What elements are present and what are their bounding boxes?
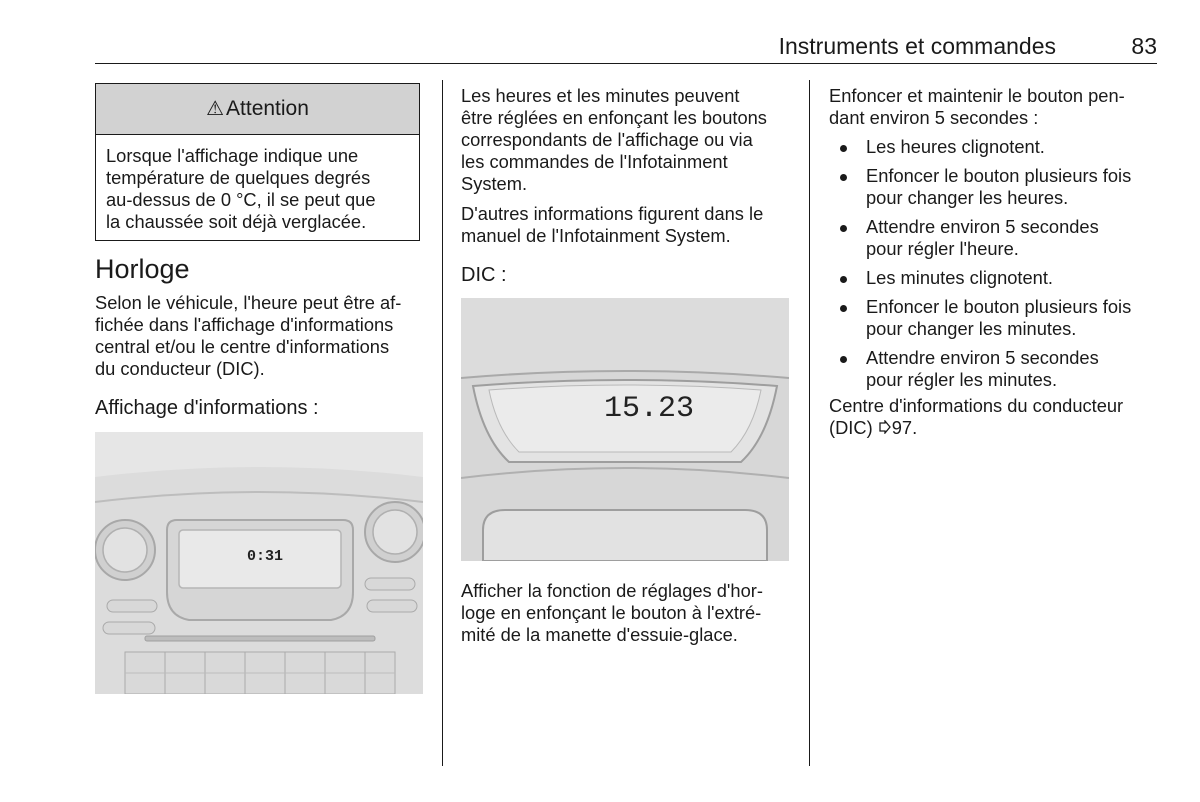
warning-title: Attention: [226, 97, 309, 120]
warning-text: [96, 135, 419, 233]
text-line: Afficher la fonction de réglages d'hor-: [461, 580, 763, 601]
list-item: [829, 136, 1159, 158]
dic-heading: DIC :: [461, 264, 507, 286]
warning-line: température de quelques degrés: [106, 167, 371, 188]
text-line: Enfoncer le bouton plusieurs fois: [866, 165, 1132, 186]
middle-para-2: [461, 203, 796, 247]
cross-reference[interactable]: [829, 395, 1159, 439]
text-line: pour régler l'heure.: [866, 238, 1019, 259]
text-line: Les minutes clignotent.: [866, 267, 1053, 288]
info-display-time: 0:31: [246, 548, 284, 565]
text-line: Attendre environ 5 secondes: [866, 347, 1099, 368]
right-intro: [829, 85, 1159, 129]
middle-para-3: [461, 580, 796, 646]
header-title: Instruments et commandes: [778, 33, 1056, 59]
intro-line: fichée dans l'affichage d'informations: [95, 314, 394, 335]
dic-time: 15.23: [603, 392, 695, 426]
warning-line: Lorsque l'affichage indique une: [106, 145, 359, 166]
intro-line: Selon le véhicule, l'heure peut être af-: [95, 292, 402, 313]
text-line: dant environ 5 secondes :: [829, 107, 1039, 128]
text-line: correspondants de l'affichage ou via: [461, 129, 753, 150]
bullet-icon: [840, 305, 847, 312]
bullet-icon: [840, 276, 847, 283]
intro-line: du conducteur (DIC).: [95, 358, 265, 379]
text-line: pour changer les minutes.: [866, 318, 1077, 339]
middle-para-1: [461, 85, 796, 195]
intro-line: central et/ou le centre d'informations: [95, 336, 390, 357]
section-intro: [95, 292, 425, 380]
page-number: 83: [1131, 33, 1157, 59]
right-column: [829, 85, 1159, 439]
warning-header: [96, 84, 419, 135]
text-line: pour changer les heures.: [866, 187, 1069, 208]
text-line: mité de la manette d'essuie-glace.: [461, 624, 738, 645]
steps-list: [829, 136, 1159, 391]
bullet-icon: [840, 225, 847, 232]
dic-illustration: [461, 298, 789, 561]
text-line: Enfoncer le bouton plusieurs fois: [866, 296, 1132, 317]
arrow-reference-icon: [878, 417, 892, 439]
text-line: System.: [461, 173, 528, 194]
column-divider-1: [442, 80, 443, 766]
column-divider-2: [809, 80, 810, 766]
text-line: D'autres informations figurent dans le: [461, 203, 764, 224]
text-line: Enfoncer et maintenir le bouton pen-: [829, 85, 1125, 106]
ref-prefix: (DIC): [829, 417, 873, 438]
text-line: manuel de l'Infotainment System.: [461, 225, 731, 246]
header-rule: [95, 63, 1157, 64]
bullet-icon: [840, 356, 847, 363]
warning-box: [95, 83, 420, 241]
warning-line: au-dessus de 0 °C, il se peut que: [106, 189, 376, 210]
text-line: être réglées en enfonçant les boutons: [461, 107, 767, 128]
list-item: [829, 347, 1159, 391]
radio-panel-svg: [95, 432, 423, 694]
info-display-heading: Affichage d'informations :: [95, 397, 319, 419]
list-item: [829, 267, 1159, 289]
list-item: [829, 165, 1159, 209]
text-line: les commandes de l'Infotainment: [461, 151, 728, 172]
warning-line: la chaussée soit déjà verglacée.: [106, 211, 367, 232]
bullet-icon: [840, 174, 847, 181]
text-line: Les heures et les minutes peuvent: [461, 85, 740, 106]
list-item: [829, 216, 1159, 260]
section-heading: Horloge: [95, 254, 190, 284]
text-line: pour régler les minutes.: [866, 369, 1058, 390]
bullet-icon: [840, 145, 847, 152]
text-line: [829, 417, 1159, 439]
text-line: Centre d'informations du conducteur: [829, 395, 1124, 416]
list-item: [829, 296, 1159, 340]
info-display-illustration: [95, 432, 423, 694]
warning-triangle-icon: ⚠: [206, 98, 225, 120]
text-line: Les heures clignotent.: [866, 136, 1045, 157]
text-line: loge en enfonçant le bouton à l'extré-: [461, 602, 762, 623]
dic-panel-svg: [461, 298, 789, 561]
text-line: Attendre environ 5 secondes: [866, 216, 1099, 237]
ref-page: 97.: [891, 417, 918, 438]
